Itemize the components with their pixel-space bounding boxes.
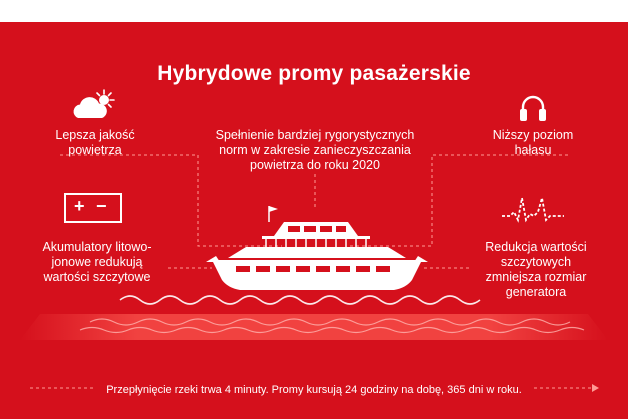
emission-line-2: norm w zakresie zanieczyszczania [219, 143, 411, 157]
noise-line-1: Niższy poziom [492, 128, 574, 142]
footer-text: Przepłynięcie rzeki trwa 4 minuty. Promy kursują 24 godziny na dobę, 365 dni w roku. [106, 384, 522, 396]
batteries-line-3: wartości szczytowe [43, 270, 151, 284]
infographic-panel [0, 22, 628, 419]
noise-line-2: hałasu [514, 143, 552, 157]
battery-plus-sign: + [74, 196, 85, 216]
air-quality-line-1: Lepsza jakość [55, 128, 135, 142]
peak-line-2: szczytowych [500, 255, 572, 269]
emission-line-1: Spełnienie bardziej rygorystycznych [215, 128, 415, 142]
air-quality-line-2: powietrza [68, 143, 122, 157]
peak-line-3: zmniejsza rozmiar [485, 270, 587, 284]
waves-icon [0, 22, 628, 419]
peak-line-1: Redukcja wartości [485, 240, 587, 254]
page-title: Hybrydowe promy pasażerskie [157, 62, 471, 85]
peak-line-4: generatora [505, 285, 567, 299]
batteries-line-2: jonowe redukują [51, 255, 143, 269]
batteries-line-1: Akumulatory litowo- [42, 240, 152, 254]
emission-line-3: powietrza do roku 2020 [250, 158, 380, 172]
battery-minus-sign: − [96, 196, 107, 216]
